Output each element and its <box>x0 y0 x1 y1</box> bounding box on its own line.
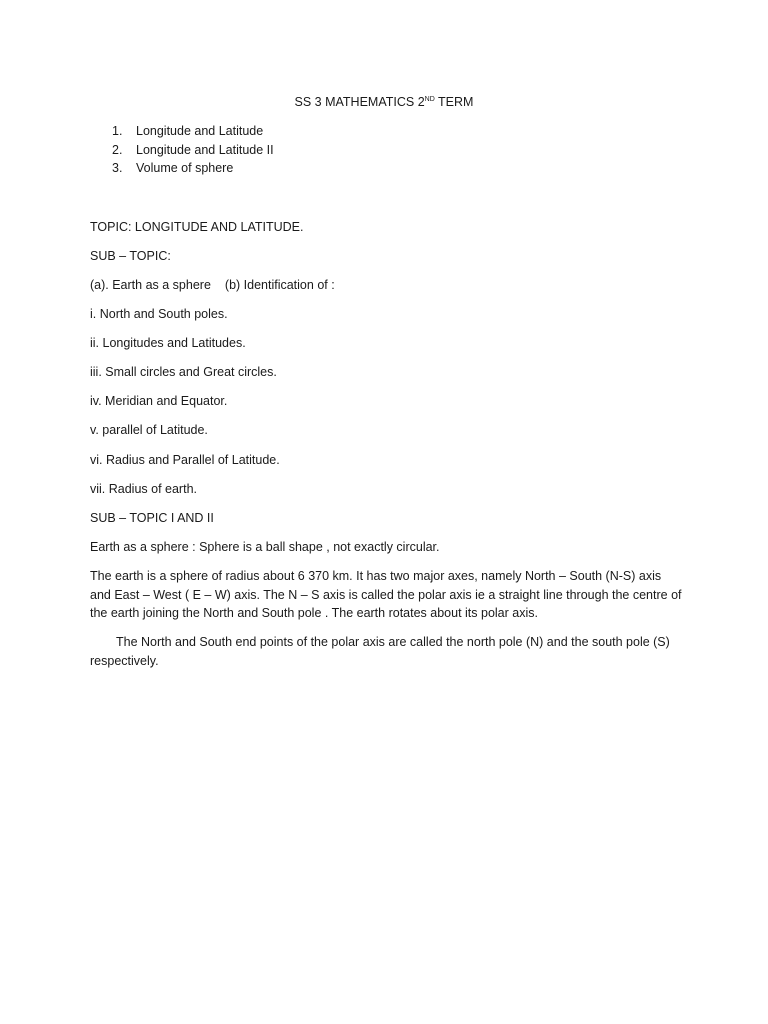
identification-item: v. parallel of Latitude. <box>90 423 208 437</box>
sphere-definition: Earth as a sphere : Sphere is a ball shape , not exactly circular. <box>90 540 440 554</box>
paragraph-line: respectively. <box>90 653 159 668</box>
identification-item: vi. Radius and Parallel of Latitude. <box>90 453 280 467</box>
identification-item: vii. Radius of earth. <box>90 482 197 496</box>
list-item-number: 3. <box>112 161 123 175</box>
list-item <box>112 159 274 178</box>
list-item-label: Longitude and Latitude <box>136 124 264 138</box>
identification-item: i. North and South poles. <box>90 307 228 321</box>
subtopic-heading: SUB – TOPIC: <box>90 249 171 263</box>
paragraph-line: The earth is a sphere of radius about 6 370 km. It has two major axes, namely North – South (N-S) axis <box>90 569 662 583</box>
page-title <box>0 94 768 110</box>
paragraph-poles <box>90 633 688 670</box>
paragraph-line: the earth joining the North and South pole . The earth rotates about its polar axis. <box>90 606 538 620</box>
contents-list <box>112 122 274 178</box>
subtopic-line <box>90 277 335 293</box>
list-item-number: 2. <box>112 142 123 157</box>
list-item-label: Volume of sphere <box>136 161 234 175</box>
paragraph-line: The North and South end points of the polar axis are called the north pole (N) and the south pole (S) <box>116 635 670 649</box>
identification-item: iv. Meridian and Equator. <box>90 394 228 408</box>
paragraph-earth-axes <box>90 567 688 623</box>
identification-item: ii. Longitudes and Latitudes. <box>90 336 246 350</box>
title-superscript: ND <box>424 96 435 103</box>
list-item-number: 1. <box>112 124 123 138</box>
identification-item: iii. Small circles and Great circles. <box>90 365 277 379</box>
topic-heading: TOPIC: LONGITUDE AND LATITUDE. <box>90 220 304 234</box>
subtopic-i-ii-heading: SUB – TOPIC I AND II <box>90 511 214 525</box>
list-item-label: Longitude and Latitude II <box>136 142 274 157</box>
subtopic-part-a: (a). Earth as a sphere <box>90 278 211 292</box>
list-item <box>112 122 274 141</box>
title-suffix: TERM <box>434 95 474 109</box>
subtopic-part-b: (b) Identification of : <box>224 278 335 292</box>
list-item <box>112 141 274 160</box>
paragraph-line: and East – West ( E – W) axis. The N – S axis is called the polar axis ie a straight line through the centre of <box>90 587 682 602</box>
title-prefix: SS 3 MATHEMATICS 2 <box>294 95 425 109</box>
